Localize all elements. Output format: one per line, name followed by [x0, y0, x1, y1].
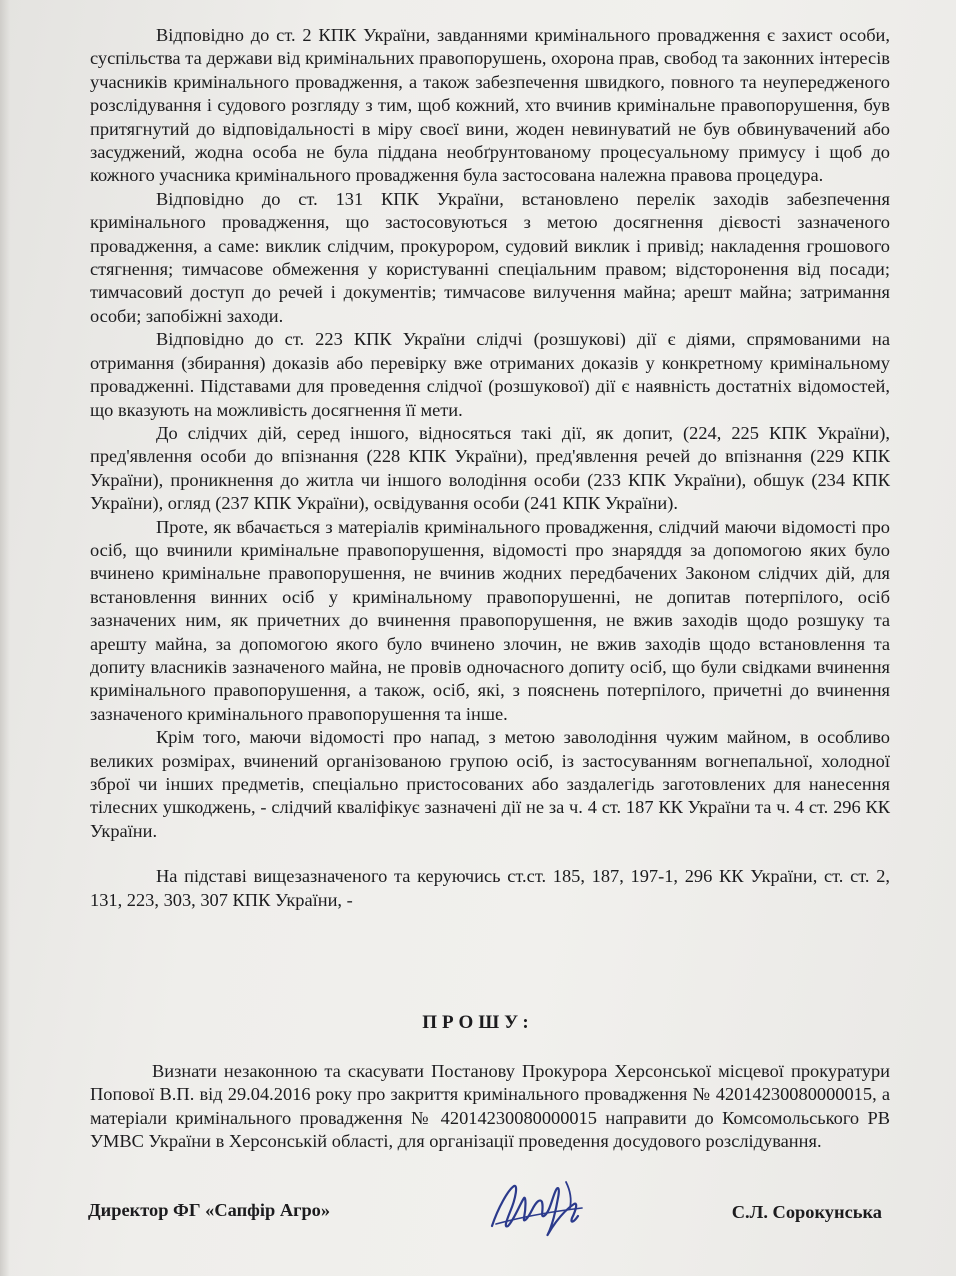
paragraph-article-2: Відповідно до ст. 2 КПК України, завданнями кримінального провадження є захист особи, суспільства та держави від кримінальних правопорушень, охорона прав, свобод та законних інтересів учасників кримінального провадження, а також забезпечення швидкого, повного та неупередженого розслідування і судового розгляду з тим, щоб кожний, хто вчинив кримінальне правопорушення, був притягнутий до відповідальності в міру своєї вини, жоден невинуватий не був обвинувачений або засуджений, жодна особа не була піддана необґрунтованому процесуальному примусу і щоб до кожного учасника кримінального провадження була застосована належна правова процедура. [90, 25, 890, 186]
request-heading: ПРОШУ: [422, 1012, 534, 1033]
signatory-name: С.Л. Сорокунська [731, 1202, 882, 1222]
page-edge-shadow [0, 0, 10, 1276]
handwritten-signature [478, 1168, 598, 1248]
request-text: Визнати незаконною та скасувати Постанову Прокурора Херсонської місцевої прокуратури Попової В.П. від 29.04.2016 року про закриття кримінального провадження № 42014230080000015, а матеріали кримінального провадження № 42014230080000015 направити до Комсомольського РВ УМВС України в Херсонській області, для організації проведення досудового розслідування. [90, 1061, 890, 1152]
paragraph-investigative-actions: До слідчих дій, серед іншого, відносяться такі дії, як допит, (224, 225 КПК України), пред'явлення особи до впізнання (228 КПК України), пред'явлення речей до впізнання (229 КПК України), проникнення до житла чи іншого володіння особи (233 КПК України), обшук (234 КПК України), огляд (237 КПК України), освідування особи (241 КПК України). [90, 422, 890, 514]
request-body [90, 1060, 890, 1154]
paragraph-investigator-inaction: Проте, як вбачається з матеріалів кримінального провадження, слідчий маючи відомості про осіб, що вчинили кримінальне правопорушення, відомості про знаряддя за допомогою яких було вчинено кримінальне правопорушення, не вчинив жодних передбачених Законом слідчих дій, для встановлення винних осіб у кримінальному правопорушенні, не допитав потерпілого, осіб зазначених ним, як причетних до вчинення правопорушення, не вжив заходів щодо розшуку та арешту майна, за допомогою якого було вчинено злочин, не вжив заходів щодо встановлення та допиту власників зазначеного майна, не провів одночасного допиту осіб, що були свідками вчинення кримінального правопорушення, а також, осіб, які, з пояснень потерпілого, причетні до вчинення зазначеного кримінального правопорушення та інше. [90, 516, 890, 724]
paragraph-qualification: Крім того, маючи відомості про напад, з метою заволодіння чужим майном, в особливо великих розмірах, вчинений організованою групою осіб, із застосуванням вогнепальної, холодної зброї чи інших предметів, спеціально пристосованих або заздалегідь заготовлених для нанесення тілесних ушкоджень, - слідчий кваліфікує зазначені дії не за ч. 4 ст. 187 КК України та ч. 4 ст. 296 КК України. [90, 727, 890, 841]
paragraph-article-223: Відповідно до ст. 223 КПК України слідчі (розшукові) дії є діями, спрямованими на отримання (збирання) доказів або перевірку вже отриманих доказів у конкретному кримінальному провадженні. Підставами для проведення слідчої (розшукової) дії є наявність достатніх відомостей, що вказують на можливість досягнення її мети. [90, 329, 890, 420]
document-body [90, 24, 890, 912]
paragraph-legal-basis: На підставі вищезазначеного та керуючись ст.ст. 185, 187, 197-1, 296 КК України, ст. ст. 2, 131, 223, 303, 307 КПК України, - [90, 866, 890, 910]
signatory-position: Директор ФГ «Сапфір Агро» [88, 1200, 331, 1220]
paragraph-article-131: Відповідно до ст. 131 КПК України, встановлено перелік заходів забезпечення кримінального провадження, що застосовуються з метою досягнення дієвості зазначеного провадження, а саме: виклик слідчим, прокурором, судовий виклик і привід; накладення грошового стягнення; тимчасове обмеження у користуванні спеціальним правом; відсторонення від посади; тимчасовий доступ до речей і документів; тимчасове вилучення майна; арешт майна; затримання особи; запобіжні заходи. [90, 188, 890, 326]
